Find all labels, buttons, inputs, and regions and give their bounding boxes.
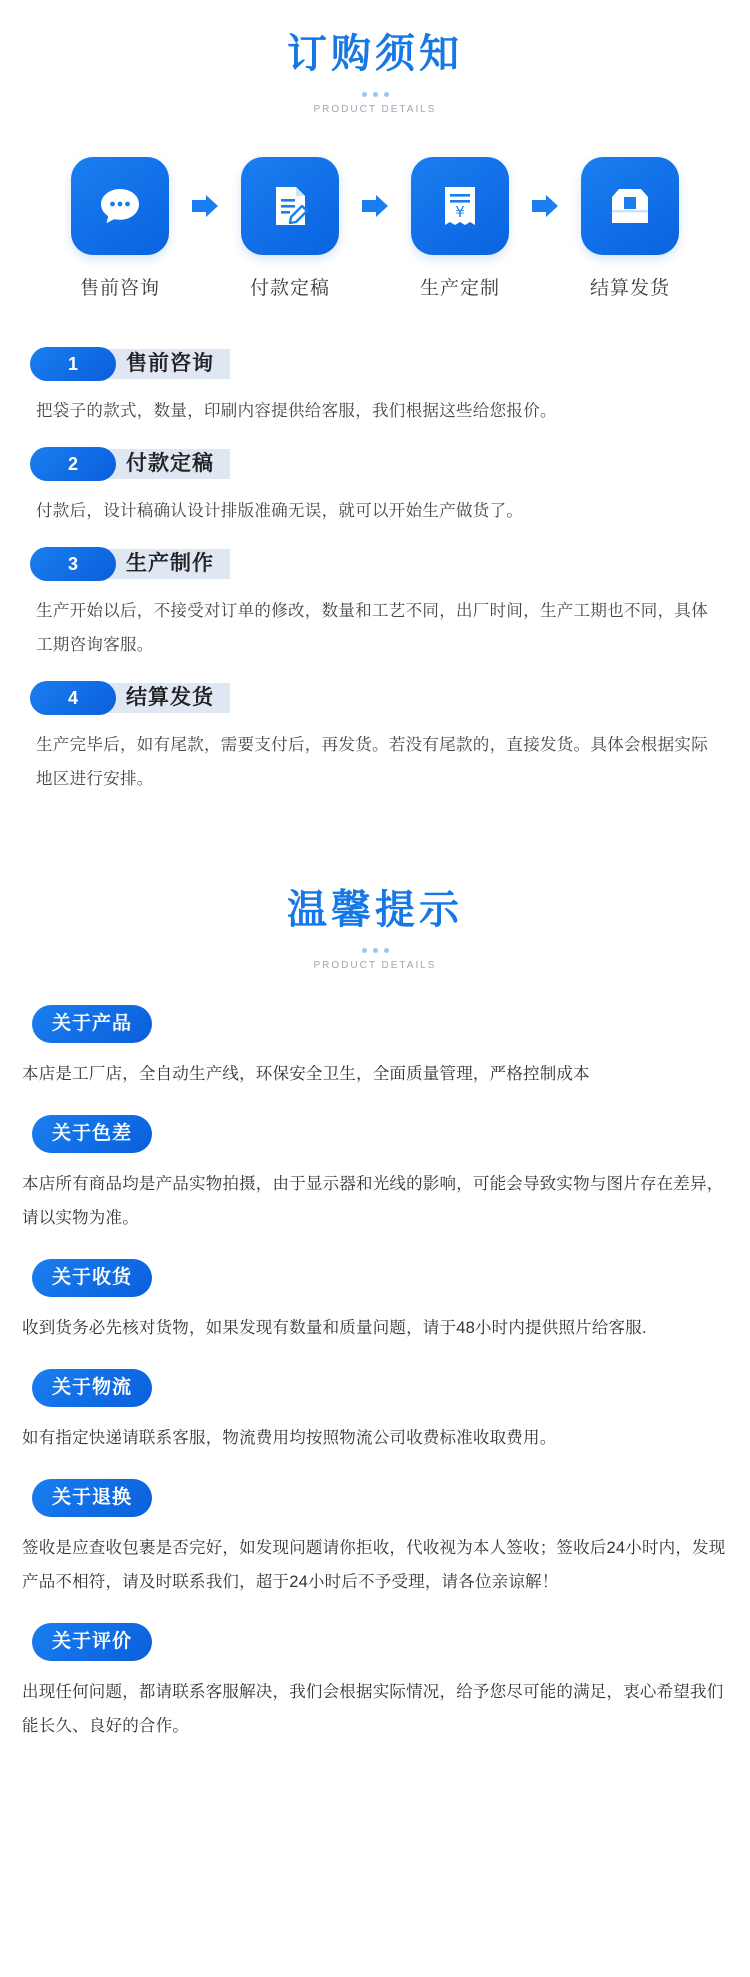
tip-description: 如有指定快递请联系客服，物流费用均按照物流公司收费标准收取费用。 — [22, 1429, 557, 1447]
delivery-box-icon — [581, 157, 679, 255]
tips-title: 温馨提示 — [287, 888, 463, 932]
tip-description: 收到货务必先核对货物，如果发现有数量和质量问题，请于48小时内提供照片给客服. — [22, 1319, 647, 1337]
step-description: 生产完毕后，如有尾款，需要支付后，再发货。若没有尾款的，直接发货。具体会根据实际地区进行安排。 — [36, 736, 708, 788]
ordering-step-header — [30, 546, 720, 582]
flow-step-production — [402, 157, 518, 300]
tip-description: 本店所有商品均是产品实物拍摄，由于显示器和光线的影响，可能会导致实物与图片存在差异，请以实物为准。 — [22, 1175, 724, 1227]
flow-arrow-icon — [178, 157, 232, 255]
tip-label: 关于退换 — [32, 1479, 152, 1517]
tip-item — [22, 1479, 728, 1599]
order-section-subtitle: PRODUCT DETAILS — [313, 104, 437, 115]
flow-step-label: 结算发货 — [589, 278, 670, 299]
flow-step-label: 生产定制 — [419, 278, 500, 299]
tip-label: 关于收货 — [32, 1259, 152, 1297]
tip-description: 本店是工厂店，全自动生产线，环保安全卫生，全面质量管理，严格控制成本 — [22, 1065, 590, 1083]
tips-section-subtitle: PRODUCT DETAILS — [313, 960, 437, 971]
ordering-step-header — [30, 446, 720, 482]
step-title: 售前咨询 — [102, 349, 230, 379]
order-section-header — [0, 0, 750, 119]
step-description: 生产开始以后，不接受对订单的修改，数量和工艺不同，出厂时间，生产工期也不同，具体工期咨询客服。 — [36, 602, 708, 654]
tip-label: 关于物流 — [32, 1369, 152, 1407]
ordering-step — [30, 346, 720, 428]
dot-divider — [0, 948, 750, 953]
chat-bubble-icon — [71, 157, 169, 255]
tip-item — [22, 1005, 728, 1091]
flow-step-consult — [62, 157, 178, 300]
flow-arrow-icon — [348, 157, 402, 255]
tip-description: 出现任何问题，都请联系客服解决，我们会根据实际情况，给予您尽可能的满足，衷心希望我们能长久、良好的合作。 — [22, 1683, 724, 1735]
step-number-badge: 4 — [30, 681, 116, 715]
flow-step-shipping — [572, 157, 688, 300]
step-number-badge: 3 — [30, 547, 116, 581]
ordering-step-header — [30, 680, 720, 716]
ordering-steps-list — [0, 346, 750, 796]
step-description: 付款后，设计稿确认设计排版准确无误，就可以开始生产做货了。 — [36, 502, 524, 520]
page-title: 订购须知 — [287, 32, 463, 76]
step-description: 把袋子的款式，数量，印刷内容提供给客服，我们根据这些给您报价。 — [36, 402, 557, 420]
tip-item — [22, 1115, 728, 1235]
tip-label: 关于色差 — [32, 1115, 152, 1153]
flow-step-label: 付款定稿 — [249, 278, 330, 299]
tip-item — [22, 1369, 728, 1455]
step-number-badge: 1 — [30, 347, 116, 381]
tip-label: 关于评价 — [32, 1623, 152, 1661]
tip-description: 签收是应查收包裹是否完好，如发现问题请你拒收，代收视为本人签收；签收后24小时内，发现产品不相符，请及时联系我们，超于24小时后不予受理，请各位亲谅解！ — [22, 1539, 726, 1591]
flow-step-payment — [232, 157, 348, 300]
ordering-step — [30, 446, 720, 528]
svg-text:¥: ¥ — [455, 203, 465, 221]
step-title: 结算发货 — [102, 683, 230, 713]
flow-step-label: 售前咨询 — [79, 278, 160, 299]
invoice-yuan-icon — [411, 157, 509, 255]
document-edit-icon — [241, 157, 339, 255]
process-flow — [45, 157, 705, 300]
ordering-step-header — [30, 346, 720, 382]
ordering-step — [30, 546, 720, 662]
ordering-step — [30, 680, 720, 796]
tip-item — [22, 1623, 728, 1743]
flow-arrow-icon — [518, 157, 572, 255]
tips-list — [0, 1005, 750, 1743]
dot-divider — [0, 92, 750, 97]
step-number-badge: 2 — [30, 447, 116, 481]
tip-label: 关于产品 — [32, 1005, 152, 1043]
tips-section-header — [0, 856, 750, 975]
step-title: 付款定稿 — [102, 449, 230, 479]
tip-item — [22, 1259, 728, 1345]
step-title: 生产制作 — [102, 549, 230, 579]
